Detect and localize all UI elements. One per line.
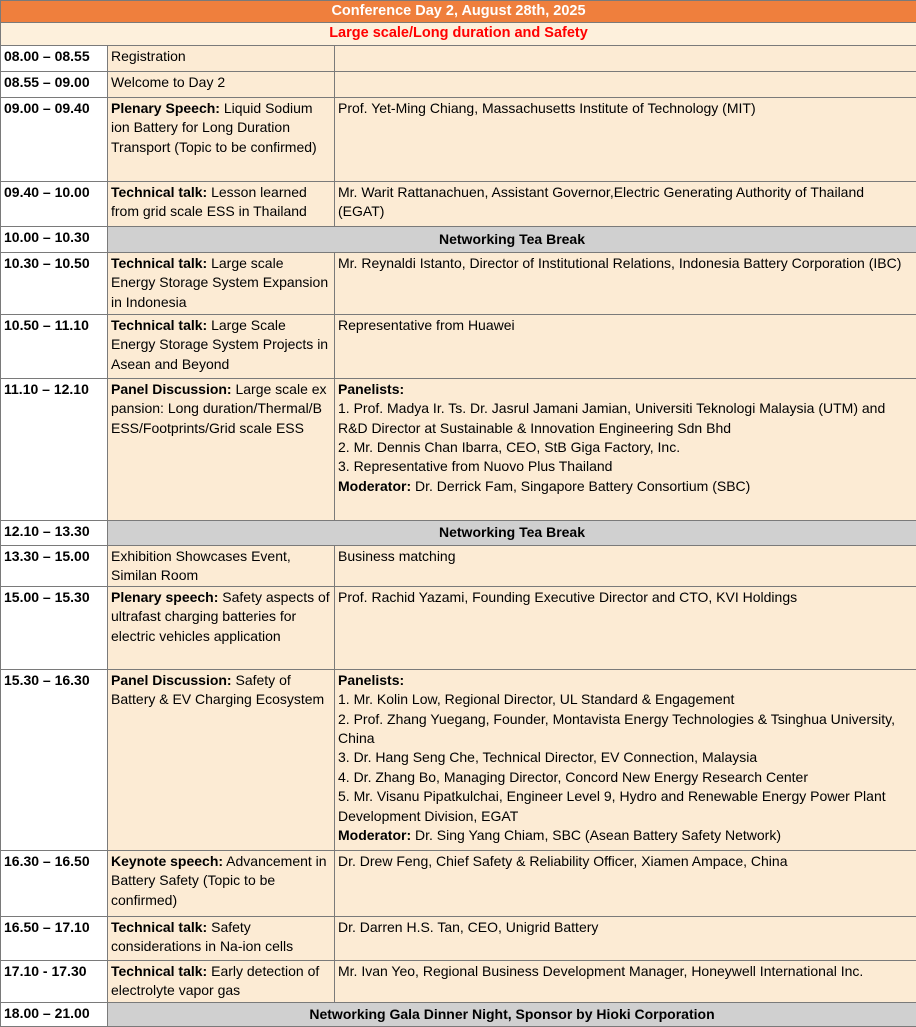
session-speaker: Dr. Drew Feng, Chief Safety & Reliability Officer, Xiamen Ampace, China xyxy=(335,850,916,916)
panelist: 3. Representative from Nuovo Plus Thailand xyxy=(338,457,913,476)
topic-text: Large scale Energy Storage System Expansion in Indonesia xyxy=(111,255,328,310)
table-row xyxy=(1,916,916,960)
topic-label: Technical talk: xyxy=(111,919,207,935)
session-speaker xyxy=(335,378,916,520)
table-row xyxy=(1,378,916,520)
table-row xyxy=(1,314,916,378)
session-speaker xyxy=(335,669,916,850)
panelist: 1. Mr. Kolin Low, Regional Director, UL Standard & Engagement xyxy=(338,690,913,709)
break-label: Networking Tea Break xyxy=(108,226,916,252)
table-row xyxy=(1,181,916,226)
session-time: 09.40 – 10.00 xyxy=(1,181,108,226)
session-time: 12.10 – 13.30 xyxy=(1,520,108,545)
session-time: 17.10 - 17.30 xyxy=(1,960,108,1002)
moderator: Dr. Derrick Fam, Singapore Battery Consortium (SBC) xyxy=(415,478,750,494)
session-speaker: Mr. Warit Rattanachuen, Assistant Governor,Electric Generating Authority of Thailand (EGAT) xyxy=(335,181,916,226)
topic-label: Panel Discussion: xyxy=(111,672,232,688)
topic-text: Safety of Battery & EV Charging Ecosystem xyxy=(111,672,324,707)
moderator: Dr. Sing Yang Chiam, SBC (Asean Battery Safety Network) xyxy=(415,827,781,843)
session-time: 10.30 – 10.50 xyxy=(1,252,108,314)
break-label: Networking Gala Dinner Night, Sponsor by Hioki Corporation xyxy=(108,1002,916,1026)
session-topic xyxy=(108,71,335,97)
day-title: Conference Day 2, August 28th, 2025 xyxy=(1,1,916,23)
topic-label: Plenary Speech: xyxy=(111,100,220,116)
panelist: 5. Mr. Visanu Pipatkulchai, Engineer Level 9, Hydro and Renewable Energy Power Plant Development Division, EGAT xyxy=(338,787,913,826)
panelist: 4. Dr. Zhang Bo, Managing Director, Concord New Energy Research Center xyxy=(338,768,913,787)
break-label: Networking Tea Break xyxy=(108,520,916,545)
theme-row xyxy=(1,23,916,45)
panelist: 1. Prof. Madya Ir. Ts. Dr. Jasrul Jamani Jamian, Universiti Teknologi Malaysia (UTM) and R&D Director at Sustainable & Innovation Engineering Sdn Bhd xyxy=(338,399,913,438)
session-topic xyxy=(108,916,335,960)
session-topic xyxy=(108,586,335,669)
session-speaker: Mr. Reynaldi Istanto, Director of Institutional Relations, Indonesia Battery Corporation (IBC) xyxy=(335,252,916,314)
topic-text: Lesson learned from grid scale ESS in Thailand xyxy=(111,184,307,219)
panelist: 3. Dr. Hang Seng Che, Technical Director, EV Connection, Malaysia xyxy=(338,748,913,767)
topic-label: Plenary speech: xyxy=(111,589,218,605)
session-topic xyxy=(108,850,335,916)
session-time: 15.30 – 16.30 xyxy=(1,669,108,850)
break-row xyxy=(1,1002,916,1026)
topic-label: Keynote speech: xyxy=(111,853,223,869)
topic-label: Technical talk: xyxy=(111,255,207,271)
session-speaker: Prof. Yet-Ming Chiang, Massachusetts Institute of Technology (MIT) xyxy=(335,97,916,181)
header-row xyxy=(1,1,916,23)
topic-text: Large Scale Energy Storage System Projects in Asean and Beyond xyxy=(111,317,328,372)
session-time: 13.30 – 15.00 xyxy=(1,545,108,586)
session-speaker xyxy=(335,71,916,97)
topic-label: Technical talk: xyxy=(111,963,207,979)
table-row xyxy=(1,545,916,586)
moderator-label: Moderator: xyxy=(338,478,411,494)
session-time: 08.55 – 09.00 xyxy=(1,71,108,97)
session-topic xyxy=(108,669,335,850)
session-time: 16.30 – 16.50 xyxy=(1,850,108,916)
session-topic xyxy=(108,252,335,314)
session-speaker: Business matching xyxy=(335,545,916,586)
topic-text: Safety considerations in Na-ion cells xyxy=(111,919,293,954)
session-time: 10.00 – 10.30 xyxy=(1,226,108,252)
session-topic xyxy=(108,45,335,71)
day-theme: Large scale/Long duration and Safety xyxy=(1,23,916,45)
session-time: 11.10 – 12.10 xyxy=(1,378,108,520)
session-topic xyxy=(108,378,335,520)
table-row xyxy=(1,960,916,1002)
panelist: 2. Mr. Dennis Chan Ibarra, CEO, StB Giga Factory, Inc. xyxy=(338,438,913,457)
session-topic xyxy=(108,314,335,378)
session-speaker: Mr. Ivan Yeo, Regional Business Development Manager, Honeywell International Inc. xyxy=(335,960,916,1002)
session-time: 15.00 – 15.30 xyxy=(1,586,108,669)
session-speaker xyxy=(335,45,916,71)
session-time: 08.00 – 08.55 xyxy=(1,45,108,71)
table-row xyxy=(1,850,916,916)
session-time: 10.50 – 11.10 xyxy=(1,314,108,378)
session-speaker: Prof. Rachid Yazami, Founding Executive Director and CTO, KVI Holdings xyxy=(335,586,916,669)
session-speaker: Representative from Huawei xyxy=(335,314,916,378)
break-row xyxy=(1,226,916,252)
topic-text: Large scale expansion: Long duration/Thermal/BESS/Footprints/Grid scale ESS xyxy=(111,381,327,436)
topic-text: Exhibition Showcases Event, Similan Room xyxy=(111,548,291,583)
session-topic xyxy=(108,545,335,586)
table-row xyxy=(1,97,916,181)
topic-text: Safety aspects of ultrafast charging batteries for electric vehicles application xyxy=(111,589,330,644)
session-topic xyxy=(108,960,335,1002)
session-topic xyxy=(108,181,335,226)
topic-text: Early detection of electrolyte vapor gas xyxy=(111,963,319,998)
panelist: 2. Prof. Zhang Yuegang, Founder, Montavista Energy Technologies & Tsinghua University, China xyxy=(338,710,913,749)
table-row xyxy=(1,252,916,314)
topic-label: Technical talk: xyxy=(111,184,207,200)
topic-label: Technical talk: xyxy=(111,317,207,333)
session-time: 18.00 – 21.00 xyxy=(1,1002,108,1026)
topic-text: Registration xyxy=(111,48,186,64)
table-row xyxy=(1,669,916,850)
break-row xyxy=(1,520,916,545)
session-speaker: Dr. Darren H.S. Tan, CEO, Unigrid Battery xyxy=(335,916,916,960)
panelists-label: Panelists: xyxy=(338,671,913,690)
topic-label: Panel Discussion: xyxy=(111,381,232,397)
table-row xyxy=(1,586,916,669)
session-topic xyxy=(108,97,335,181)
panelists-label: Panelists: xyxy=(338,380,913,399)
table-row xyxy=(1,45,916,71)
moderator-label: Moderator: xyxy=(338,827,411,843)
table-row xyxy=(1,71,916,97)
topic-text: Liquid Sodium ion Battery for Long Duration Transport (Topic to be confirmed) xyxy=(111,100,317,155)
session-time: 09.00 – 09.40 xyxy=(1,97,108,181)
topic-text: Welcome to Day 2 xyxy=(111,74,225,90)
session-time: 16.50 – 17.10 xyxy=(1,916,108,960)
topic-text: Advancement in Battery Safety (Topic to be confirmed) xyxy=(111,853,327,908)
